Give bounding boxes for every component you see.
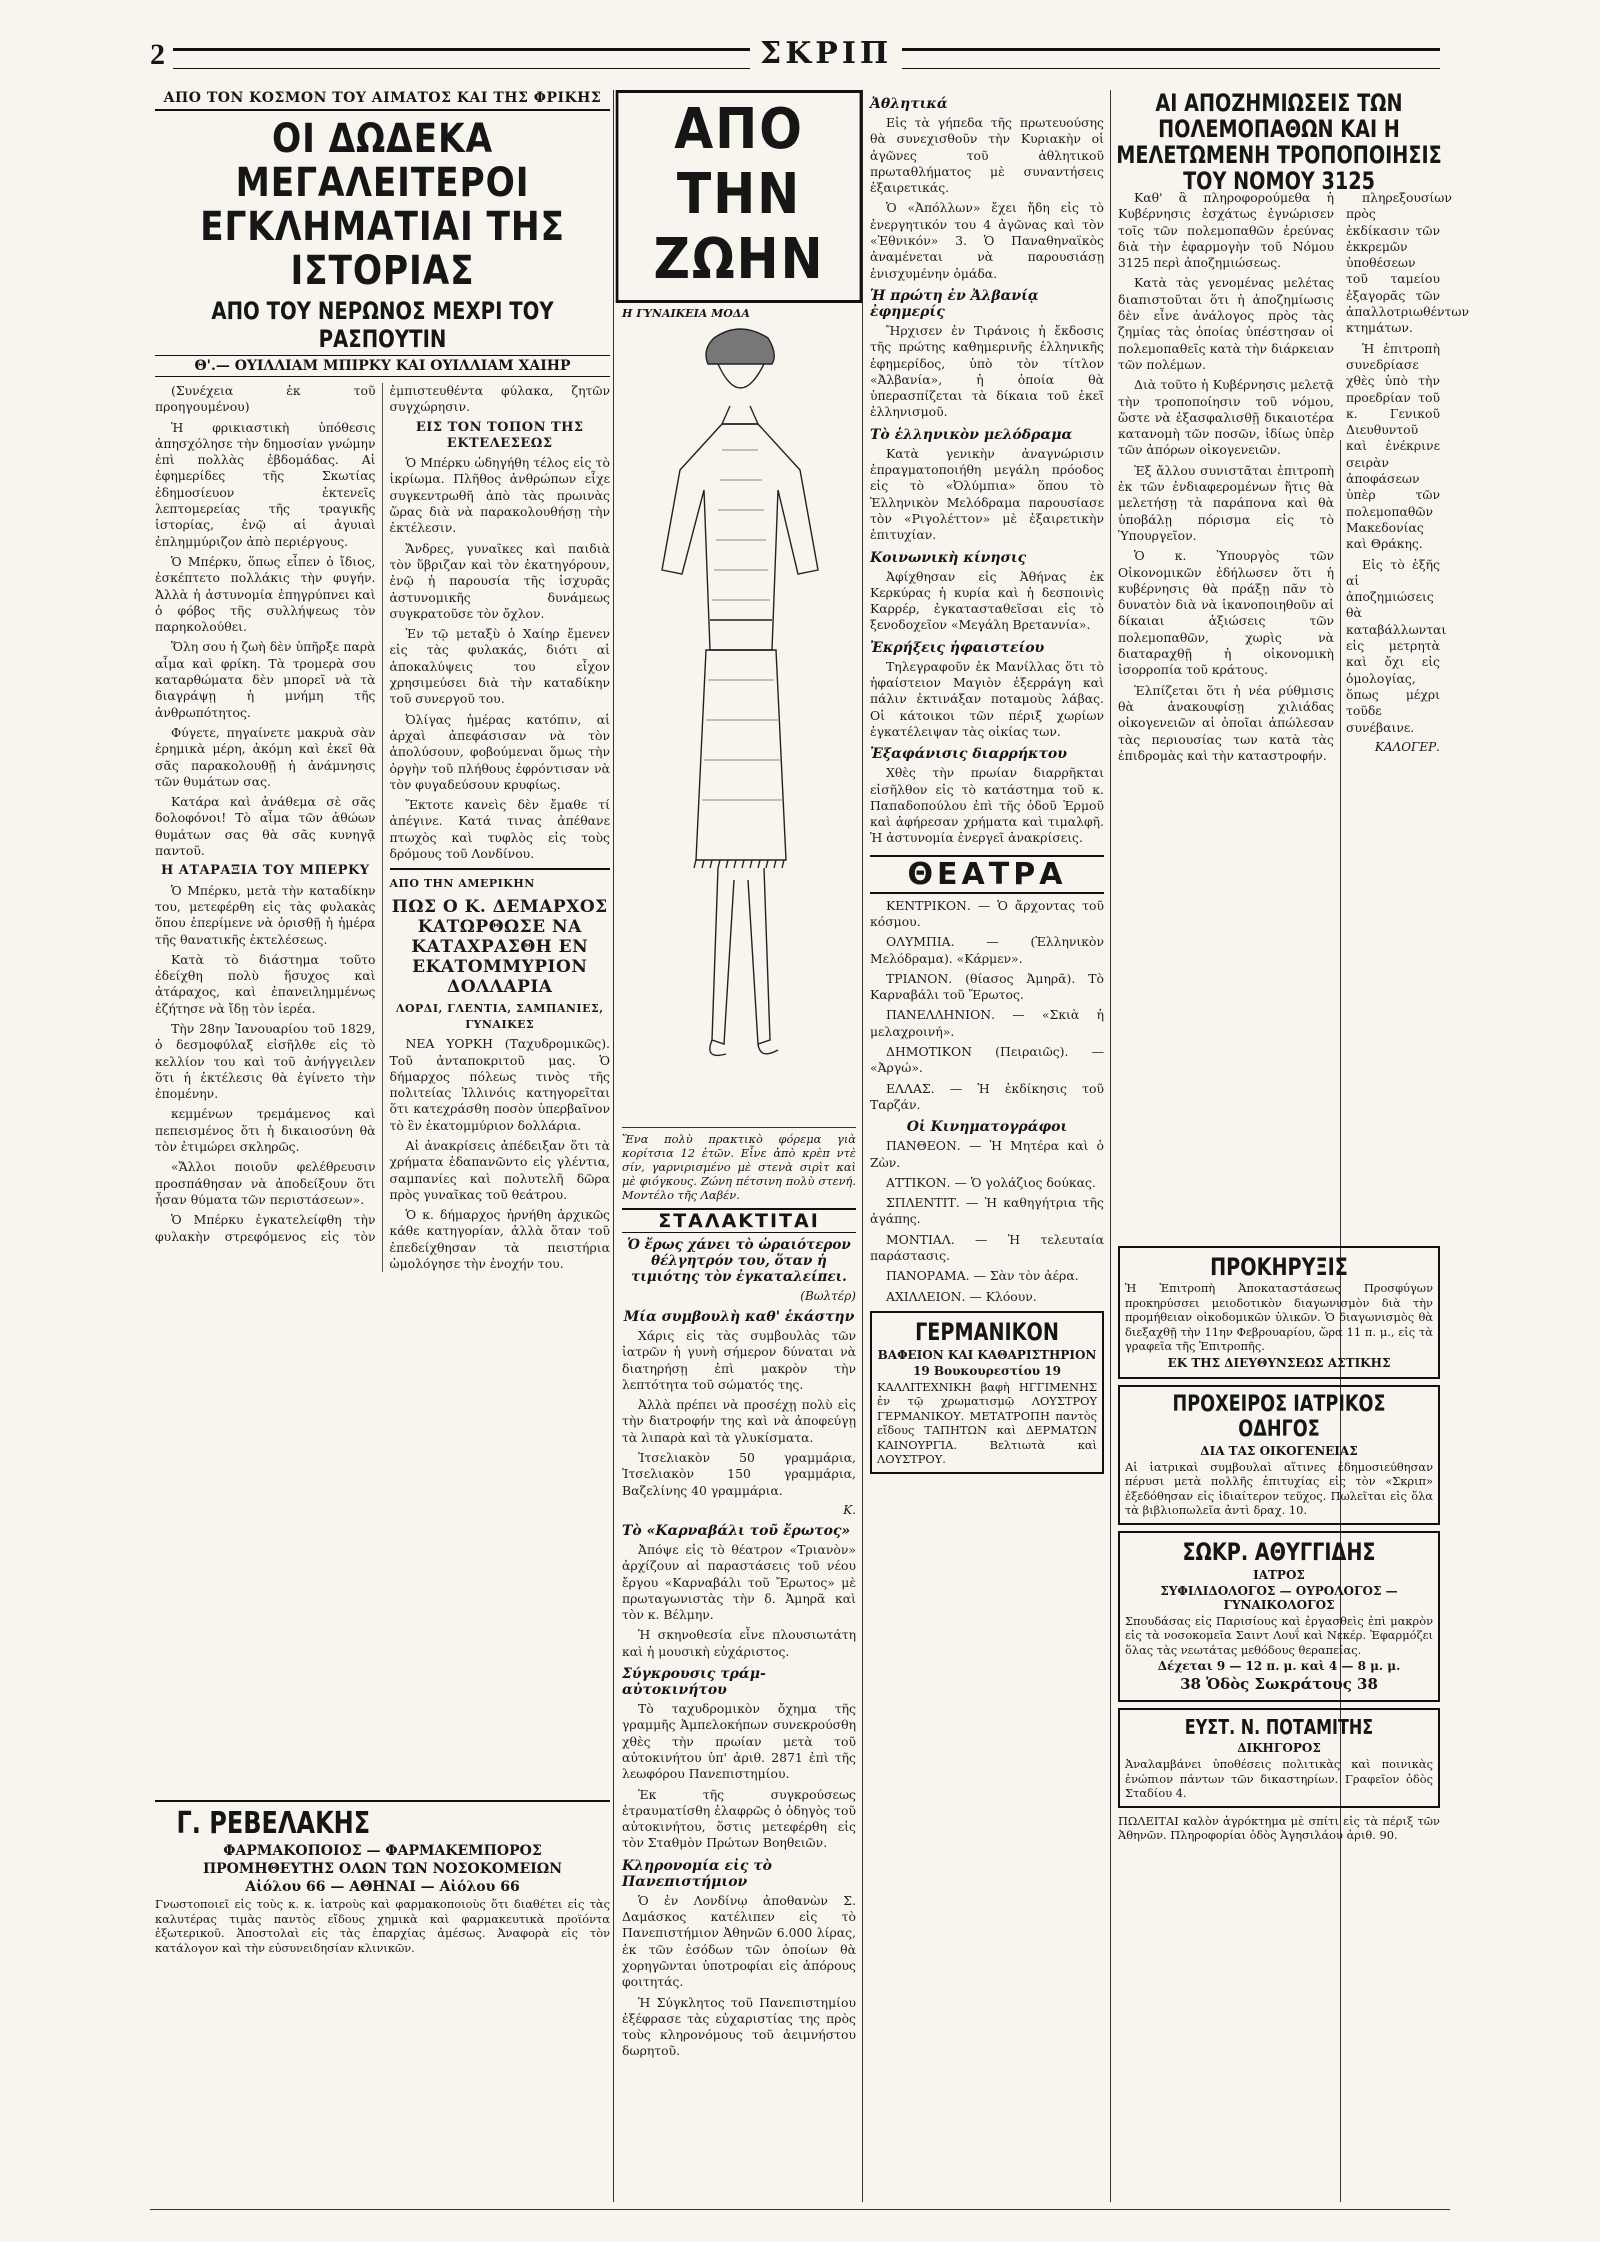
hfaisteio-title: Ἐκρήξεις ἡφαιστείου bbox=[870, 639, 1045, 656]
list-item: ΚΕΝΤΡΙΚΟΝ. — Ὁ ἄρχοντας τοῦ κόσμου. bbox=[870, 897, 1104, 929]
paragraph: Ἐλπίζεται ὅτι ἡ νέα ρύθμισις θὰ ἀνακουφίσῃ χιλιάδας οἰκογενειῶν αἱ ὁποῖαι ἀπώλεσαν τὰς περιουσίας των κατὰ τὰς ἐπιδρομὰς καὶ τὴν καταστροφήν. bbox=[1118, 682, 1334, 763]
tram-body bbox=[622, 1701, 856, 1852]
ad-line: ΦΑΡΜΑΚΟΠΟΙΟΣ — ΦΑΡΜΑΚΕΜΠΟΡΟΣ bbox=[223, 1843, 542, 1859]
paragraph: Ἀλλὰ πρέπει νὰ προσέχῃ πολὺ εἰς τὴν διατροφήν της καὶ νὰ ἀποφεύγῃ τὰ λιπαρὰ καὶ τὰ γλυκίσματα. bbox=[622, 1397, 856, 1445]
paragraph: Διὰ τοῦτο ἡ Κυβέρνησις μελετᾷ τὴν τροποποίησιν τοῦ νόμου, ὥστε νὰ ἐξασφαλισθῇ δικαιοτέρα κατανομὴ τῶν ποσῶν, ἰδίως ὑπὲρ τῶν ἀπόρων οἰκογενειῶν. bbox=[1118, 377, 1334, 458]
legacy-title: Κληρονομία εἰς τὸ Πανεπιστήμιον bbox=[622, 1857, 772, 1890]
news-column bbox=[870, 90, 1104, 2206]
page-number: 2 bbox=[150, 38, 173, 72]
fashion-caption: Ἕνα πολὺ πρακτικὸ φόρεμα γιὰ κορίτσια 12 ἐτῶν. Εἶνε ἀπὸ κρὲπ ντὲ σίν, γαρνιρισμένο μὲ στενὰ σιρὶτ καὶ μὲ φιόγκους. Ζώνη πέτσινη πολὺ στενή. Μοντέλο τῆς Λαβέν. bbox=[622, 1132, 856, 1202]
ad-line: ΠΡΟΜΗΘΕΥΤΗΣ ΟΛΩΝ ΤΩΝ ΝΟΣΟΚΟΜΕΙΩΝ bbox=[202, 1861, 563, 1877]
paragraph: Ἔκτοτε κανεὶς δὲν ἔμαθε τί ἀπέγινε. Κατά τινας ἀπέθανε πτωχὸς καὶ τυφλὸς εἰς τοὺς δρόμους τοῦ Λονδίνου. bbox=[389, 797, 610, 862]
list-item: ΠΑΝΕΛΛΗΝΙΟΝ. — «Σκιὰ ἡ μελαχροινή». bbox=[870, 1007, 1104, 1039]
ad-hours: Δέχεται 9 — 12 π. μ. καὶ 4 — 8 μ. μ. bbox=[1157, 1659, 1401, 1673]
paragraph: (Συνέχεια ἐκ τοῦ προηγουμένου) bbox=[155, 383, 376, 415]
paragraph: Καθ' ἃ πληροφορούμεθα ἡ Κυβέρνησις ἐσχάτως ἐγνώρισεν τοῖς τῶν πολεμοπαθῶν ἐρεύνας διὰ τὴν ἐφαρμογὴν τοῦ Νόμου 3125 περὶ ἀποζημιώσεως. bbox=[1118, 190, 1334, 271]
paragraph: Ἐκ τῆς συγκρούσεως ἐτραυματίσθη ἐλαφρῶς ὁ ὁδηγὸς τοῦ αὐτοκινήτου, ὅστις μετεφέρθη εἰς τὸν Σταθμὸν Πρώτων Βοηθειῶν. bbox=[622, 1786, 856, 1851]
list-item: ΑΧΙΛΛΕΙΟΝ. — Κλόουν. bbox=[886, 1288, 1037, 1304]
theatra-heading: ΘΕΑΤΡΑ bbox=[870, 855, 1104, 894]
compensation-headline: ΑΙ ΑΠΟΖΗΜΙΩΣΕΙΣ ΤΩΝ ΠΟΛΕΜΟΠΑΘΩΝ ΚΑΙ Η ΜΕΛΕΤΩΜΕΝΗ ΤΡΟΠΟΠΟΙΗΣΙΣ ΤΟΥ ΝΟΜΟΥ 3125 bbox=[1116, 89, 1442, 195]
paragraph: Ὁ Μπέρκυ, μετὰ τὴν καταδίκην του, μετεφέρθη εἰς τὰς φυλακὰς ὅπου ἐπερίμενε νὰ ὁρισθῇ ἡ ἡμέρα τῆς θανατικῆς ἐκτελέσεως. bbox=[155, 882, 376, 947]
paragraph: Ἡ ἐπιτροπὴ συνεδρίασε χθὲς ὑπὸ τὴν προεδρίαν τοῦ κ. Γενικοῦ Διευθυντοῦ καὶ ἐνέκρινε σειρὰν ἀποφάσεων ὑπὲρ τῶν πολεμοπαθῶν Μακεδονίας καὶ Θράκης. bbox=[1346, 340, 1440, 552]
hfaisteio-body bbox=[870, 659, 1104, 740]
paragraph: Ὁ κ. δήμαρχος ἠρνήθη ἀρχικῶς κάθε κατηγορίαν, ἀλλὰ ὅταν τοῦ ἐπεδείχθησαν τὰ πειστήρια ὡμολόγησε τὴν ἐνοχήν του. bbox=[389, 1207, 610, 1272]
list-item: ΟΛΥΜΠΙΑ. — (Ἑλληνικὸν Μελόδραμα). «Κάρμεν». bbox=[870, 934, 1104, 966]
quote-author: (Βωλτέρ) bbox=[800, 1289, 856, 1303]
ad-line: ΣΥΦΙΛΙΔΟΛΟΓΟΣ — ΟΥΡΟΛΟΓΟΣ — ΓΥΝΑΙΚΟΛΟΓΟΣ bbox=[1160, 1583, 1398, 1612]
paragraph: Ὁ ἐν Λονδίνῳ ἀποθανὼν Σ. Δαμάσκος κατέλιπεν εἰς τὸ Πανεπιστήμιον Ἀθηνῶν 6.000 λίρας, ἐκ τῶν ἐσόδων τῶν ὁποίων θὰ χορηγῶνται ὑποτροφίαι εἰς ἀπόρους φοιτητάς. bbox=[622, 1892, 856, 1990]
paragraph: Κατὰ τὸ διάστημα τοῦτο ἐδείχθη πολὺ ἥσυχος καὶ ἀτάραχος, καὶ ἐπανειλημμένως ἐζήτησε νὰ ἴδῃ τὸν ἱερέα. bbox=[155, 951, 376, 1016]
ads-block bbox=[1118, 1240, 1440, 2206]
america-kicker: ΑΠΟ ΤΗΝ ΑΜΕΡΙΚΗΝ bbox=[389, 877, 535, 891]
section-title: ΑΠΟ ΤΗΝ ΖΩΗΝ bbox=[616, 90, 863, 303]
ad-line: ΔΙΚΗΓΟΡΟΣ bbox=[1237, 1741, 1321, 1755]
athlitika-title: Ἀθλητικά bbox=[870, 96, 948, 112]
paragraph: Ἀπόψε εἰς τὸ θέατρον «Τριανὸν» ἀρχίζουν αἱ παραστάσεις τοῦ νέου ἔργου «Καρναβάλι τοῦ Ἔρωτος» μὲ πρωταγωνιστὰς τὴν δ. Ἀμηρᾶ καὶ τὸν κ. Βέλμην. bbox=[622, 1541, 856, 1623]
paragraph: Τὴν 28ην Ἰανουαρίου τοῦ 1829, ὁ δεσμοφύλαξ εἰσῆλθε εἰς τὸ κελλίον του καὶ τοῦ ἀνήγγειλεν ὅτι ἡ ἐκτέλεσις θὰ ἐγίνετο τὴν ἐπομένην. bbox=[155, 1020, 376, 1102]
legacy-body bbox=[622, 1893, 856, 2060]
ad-title: ΠΡΟΧΕΙΡΟΣ ΙΑΤΡΙΚΟΣ ΟΔΗΓΟΣ bbox=[1172, 1391, 1386, 1442]
ad-line: ΒΑΦΕΙΟΝ ΚΑΙ ΚΑΘΑΡΙΣΤΗΡΙΟΝ bbox=[877, 1347, 1097, 1362]
ad-line: ΔΙΑ ΤΑΣ ΟΙΚΟΓΕΝΕΙΑΣ bbox=[1200, 1443, 1358, 1458]
article-kicker: ΑΠΟ ΤΟΝ ΚΟΣΜΟΝ ΤΟΥ ΑΙΜΑΤΟΣ ΚΑΙ ΤΗΣ ΦΡΙΚΗΣ bbox=[155, 90, 610, 111]
paragraph: κεμμένων τρεμάμενος καὶ πεπεισμένος ὅτι ἡ δικαιοσύνη θὰ τὸν ἐτιμώρει σκληρῶς. bbox=[155, 1106, 376, 1155]
paragraph: Ὁ Μπέρκυ, ὅπως εἶπεν ὁ ἴδιος, ἐσκέπτετο πολλάκις τὴν φυγήν. Ἀλλὰ ἡ ἀστυνομία ἐπηγρύπνει καὶ ὁ φόβος τῆς συλλήψεως τὸν παρηκολούθει. bbox=[155, 553, 376, 635]
article-body bbox=[1118, 190, 1334, 764]
fashion-label: Η ΓΥΝΑΙΚΕΙΑ ΜΟΔΑ bbox=[622, 307, 750, 320]
ad-body: Ἡ Ἐπιτροπὴ Ἀποκαταστάσεως Προσφύγων προκηρύσσει μειοδοτικὸν διαγωνισμὸν διὰ τὴν προμήθειαν οἰκοδομικῶν ὑλικῶν. Ὁ διαγωνισμὸς θὰ διεξαχθῇ τὴν 11ην Φεβρουαρίου, ὥρα 11 π. μ., εἰς τὰ γραφεῖα τῆς Ἐπιτροπῆς. bbox=[1125, 1281, 1433, 1353]
ad-address: Αἰόλου 66 — ΑΘΗΝΑΙ — Αἰόλου 66 bbox=[245, 1879, 520, 1895]
ad-title: ΣΩΚΡ. ΑΘΥΓΓΙΔΗΣ bbox=[1182, 1537, 1376, 1566]
paragraph: Χάρις εἰς τὰς συμβουλὰς τῶν ἰατρῶν ἡ γυνὴ σήμερον δύναται νὰ διατηρήσῃ ἐπὶ μακρὸν τὴν λεπτότητα τοῦ σώματός της. bbox=[622, 1328, 856, 1392]
list-item: ΠΑΝΟΡΑΜΑ. — Σὰν τὸν ἀέρα. bbox=[886, 1268, 1079, 1284]
ad-line: ΙΑΤΡΟΣ bbox=[1253, 1567, 1305, 1582]
paragraph: Ὀλίγας ἡμέρας κατόπιν, αἱ ἀρχαὶ ἀπεφάσισαν νὰ τὸν ἀπολύσουν, φοβούμεναι ὅμως τὴν ὀργὴν τοῦ πλήθους ἐφρόντισαν νὰ τὸν φυγαδεύσουν κρυφίως. bbox=[389, 711, 610, 792]
rule bbox=[390, 868, 611, 870]
article-body bbox=[155, 383, 610, 1272]
masthead: ΣΚΡΙΠ bbox=[750, 36, 902, 71]
paragraph: Ἡ σκηνοθεσία εἶνε πλουσιωτάτη καὶ ἡ μουσικὴ εὐχάριστος. bbox=[622, 1627, 856, 1659]
paragraph: Ἡ φρικιαστικὴ ὑπόθεσις ἀπησχόλησε τὴν δημοσίαν γνώμην ἐπὶ πολλὰς ἑβδομάδας. Αἱ ἐφημερίδες τῆς Σκωτίας ἐδημοσίευον ἐκτενεῖς λεπτομερείας τῆς τραγικῆς ἱστορίας, ἐνῷ αἱ ἀγυιαὶ ἐπλημμύριζον ἀπὸ περιέργους. bbox=[155, 419, 376, 549]
crime-article bbox=[155, 90, 610, 1792]
list-item: ΑΤΤΙΚΟΝ. — Ὁ γολάζιος δούκας. bbox=[886, 1174, 1096, 1190]
ad-body: Σπουδάσας εἰς Παρισίους καὶ ἐργασθεὶς ἐπὶ μακρὸν εἰς τὰ νοσοκομεῖα Σαιντ Λουΐ καὶ Νεκέρ. Ἐφαρμόζει ὅλας τὰς νεωτάτας μεθόδους θεραπείας. bbox=[1125, 1613, 1433, 1657]
america-headline: ΠΩΣ Ο Κ. ΔΕΜΑΡΧΟΣ ΚΑΤΩΡΘΩΣΕ ΝΑ ΚΑΤΑΧΡΑΣΘΗ ΕΝ ΕΚΑΤΟΜΜΥΡΙΟΝ ΔΟΛΛΑΡΙΑ bbox=[391, 896, 608, 997]
paragraph: Αἱ ἀνακρίσεις ἀπέδειξαν ὅτι τὰ χρήματα ἐδαπανῶντο εἰς γλέντια, σαμπανίες καὶ πολυτελῆ δῶρα πρὸς γυναῖκας τοῦ θεάτρου. bbox=[389, 1137, 610, 1202]
ad-footer: ΕΚ ΤΗΣ ΔΙΕΥΘΥΝΣΕΩΣ ΑΣΤΙΚΗΣ bbox=[1167, 1355, 1391, 1370]
list-item: ΣΠΛΕΝΤΙΤ. — Ἡ καθηγήτρια τῆς ἀγάπης. bbox=[870, 1195, 1104, 1227]
article-headline: ΟΙ ΔΩΔΕΚΑ ΜΕΓΑΛΕΙΤΕΡΟΙ ΕΓΚΛΗΜΑΤΙΑΙ ΤΗΣ ΙΣΤΟΡΙΑΣ bbox=[200, 116, 565, 294]
ad-title: Γ. ΡΕΒΕΛΑΚΗΣ bbox=[176, 1806, 371, 1841]
paragraph: Ἀφίχθησαν εἰς Ἀθήνας ἐκ Κερκύρας ἡ κυρία καὶ ἡ δεσποινὶς Καρρέρ, ἐγκατασταθεῖσαι εἰς τὸ ξενοδοχεῖον «Μεγάλη Βρεταννία». bbox=[870, 568, 1104, 633]
section-heading: Η ΑΤΑΡΑΞΙΑ ΤΟΥ ΜΠΕΡΚΥ bbox=[160, 863, 370, 879]
america-subhead: ΛΟΡΔΙ, ΓΛΕΝΤΙΑ, ΣΑΜΠΑΝΙΕΣ, ΓΥΝΑΙΚΕΣ bbox=[395, 1001, 604, 1031]
theatra-list bbox=[870, 898, 1104, 1114]
paragraph: Ὁ Μπέρκυ ἐγκατελείφθη τὴν φυλακὴν στρεφόμενος εἰς τὸν ἐμπιστευθέντα φύλακα, ζητῶν συγχώρησιν. bbox=[155, 383, 610, 1244]
fashion-illustration bbox=[622, 307, 856, 1128]
column-divider bbox=[1110, 90, 1111, 2202]
paragraph: Τηλεγραφοῦν ἐκ Μανίλλας ὅτι τὸ ἡφαίστειον Μαγιὸν ἐξερράγη καὶ πάλιν ἐκτινάξαν ποταμοὺς λάβας. Οἱ κάτοικοι τῶν πέριξ χωρίων ἐγκατέλειψαν τὰς οἰκίας των. bbox=[870, 658, 1104, 739]
ad-body: ΚΑΛΛΙΤΕΧΝΙΚΗ βαφὴ ΗΓΓΙΜΕΝΗΣ ἐν τῷ χρωματισμῷ ΛΟΥΣΤΡΟΥ ΓΕΡΜΑΝΙΚΟΥ. ΜΕΤΑΤΡΟΠΗ παντὸς εἴδους ΤΑΠΗΤΩΝ καὶ ΔΕΡΜΑΤΩΝ ΚΑΙΝΟΥΡΓΙΑ. Βελτιωτὰ καὶ ΛΟΥΣΤΡΟΥ. bbox=[877, 1379, 1097, 1467]
advice-title: Μία συμβουλὴ καθ' ἑκάστην bbox=[623, 1309, 855, 1325]
paragraph: Τὸ ταχυδρομικὸν ὄχημα τῆς γραμμῆς Ἀμπελοκήπων συνεκρούσθη χθὲς τὴν πρωίαν μετὰ τοῦ αὐτοκινήτου ὑπ' ἀριθ. 2871 ἐπὶ τῆς λεωφόρου Πανεπιστημίου. bbox=[622, 1701, 856, 1782]
doctor-ad bbox=[1118, 1531, 1440, 1703]
paragraph: ΝΕΑ ΥΟΡΚΗ (Ταχυδρομικῶς). Τοῦ ἀνταποκριτοῦ μας. Ὁ δήμαρχος πόλεως τινὸς τῆς πολιτείας Ἰλλινόις κατηγορεῖται ὅτι κατεχράσθη ποσὸν ὑπερβαῖνον τὸ ἓν ἑκατομμύριον δολλάρια. bbox=[389, 1036, 610, 1133]
advice-body bbox=[622, 1328, 856, 1499]
paragraph: Ἡ Σύγκλητος τοῦ Πανεπιστημίου ἐξέφρασε τὰς εὐχαριστίας της πρὸς τοὺς κληρονόμους τοῦ ἀειμνήστου δωρητοῦ. bbox=[622, 1994, 856, 2059]
list-item: ΔΗΜΟΤΙΚΟΝ (Πειραιῶς). — «Ἀργώ». bbox=[870, 1044, 1104, 1076]
ad-title: ΓΕΡΜΑΝΙΚΟΝ bbox=[915, 1317, 1059, 1346]
albania-title: Ἡ πρώτη ἐν Ἀλβανίᾳ ἐφημερίς bbox=[870, 287, 1039, 320]
paragraph: πληρεξουσίων πρὸς ἐκδίκασιν τῶν ἐκκρεμῶν ὑποθέσεων τοῦ ταμείου ἐξαγορᾶς τῶν ἀπαλλοτριωθέντων κτημάτων. bbox=[1346, 190, 1470, 336]
list-item: ΤΡΙΑΝΟΝ. (θίασος Ἀμηρᾶ). Τὸ Καρναβάλι τοῦ Ἔρωτος. bbox=[870, 970, 1104, 1003]
melodrama-body bbox=[870, 446, 1104, 544]
dress-figure-icon bbox=[622, 320, 856, 1110]
continuation-body bbox=[1340, 190, 1470, 736]
list-item: ΠΑΝΘΕΟΝ. — Ἡ Μητέρα καὶ ὁ Ζὼν. bbox=[870, 1138, 1104, 1170]
german-dye-ad bbox=[870, 1311, 1104, 1474]
paragraph: Φύγετε, πηγαίνετε μακρυὰ σὰν ἐρημικὰ μέρη, ἀκόμη καὶ ἐκεῖ θὰ σᾶς παρακολουθῇ ἡ ἀνάμνησις τῶν θυμάτων σας. bbox=[155, 724, 376, 789]
exafanisis-body bbox=[870, 765, 1104, 846]
column-divider bbox=[613, 90, 614, 2202]
classified-note: ΠΩΛΕΙΤΑΙ καλὸν ἀγρόκτημα μὲ σπίτι εἰς τὰ πέριξ τῶν Ἀθηνῶν. Πληροφορίαι ὁδὸς Ἀγησιλάου ἀριθ. 90. bbox=[1118, 1813, 1440, 1842]
carnival-body bbox=[622, 1542, 856, 1660]
paragraph: Ἐν τῷ μεταξὺ ὁ Χαίηρ ἔμενεν εἰς τὰς φυλακάς, διότι αἱ ἀποκαλύψεις του εἶχον χρησιμεύσει διὰ τὴν καταδίκην τοῦ συνεργοῦ του. bbox=[389, 626, 610, 707]
paragraph: Ὁ Μπέρκυ ὡδηγήθη τέλος εἰς τὸ ἰκρίωμα. Πλῆθος ἀνθρώπων εἶχε συγκεντρωθῆ ἀπὸ τὰς πρωινὰς ὥρας διὰ νὰ παρακολουθήσῃ τὴν ἐκτέλεσιν. bbox=[389, 455, 610, 536]
exafanisis-title: Ἐξαφάνισις διαρρήκτου bbox=[870, 746, 1067, 763]
ad-body: Γνωστοποιεῖ εἰς τοὺς κ. κ. ἰατροὺς καὶ φαρμακοποιοὺς ὅτι διαθέτει εἰς τὰς καλυτέρας τιμὰς παντὸς εἴδους χημικὰ καὶ φαρμακευτικὰ προϊόντα ἐξωτερικοῦ. Ἀποστολαὶ εἰς τὰς ἐπαρχίας ἀμέσως. Ἀναφορὰ εἰς τὸν κατάλογον καὶ τὴν εὐσυνειδησίαν κλινικῶν. bbox=[155, 1897, 610, 1955]
paragraph: Χθὲς τὴν πρωίαν διαρρῆκται εἰσῆλθον εἰς τὸ κατάστημα τοῦ κ. Παπαδοπούλου ἐπὶ τῆς ὁδοῦ Ἑρμοῦ καὶ ἀφήρεσαν χρήματα καὶ τιμαλφῆ. Ἡ ἀστυνομία ἐνεργεῖ ἀνακρίσεις. bbox=[870, 765, 1104, 846]
carnival-title: Τὸ «Καρναβάλι τοῦ ἔρωτος» bbox=[622, 1522, 851, 1539]
medical-guide-ad bbox=[1118, 1385, 1440, 1525]
ad-body: Ἀναλαμβάνει ὑποθέσεις πολιτικὰς καὶ ποινικὰς ἐνώπιον πάντων τῶν δικαστηρίων. Γραφεῖον ὁδὸς Σταδίου 4. bbox=[1125, 1757, 1433, 1800]
column-divider bbox=[862, 90, 863, 2202]
ad-address: 19 Βουκουρεστίου 19 bbox=[913, 1363, 1061, 1378]
list-item: ΜΟΝΤΙΑΛ. — Ἡ τελευταία παράστασις. bbox=[870, 1231, 1104, 1264]
paragraph: Ἐξ ἄλλου συνιστᾶται ἐπιτροπὴ ἐκ τῶν ἐνδιαφερομένων ἥτις θὰ μελετήσῃ τὰ παράπονα καὶ θὰ ὑποβάλῃ πόρισμα εἰς τὸ Ὑπουργεῖον. bbox=[1118, 462, 1334, 543]
proclamation-ad bbox=[1118, 1246, 1440, 1379]
stalaktitai-heading: ΣΤΑΛΑΚΤΙΤΑΙ bbox=[622, 1208, 856, 1233]
ad-title: ΠΡΟΚΗΡΥΞΙΣ bbox=[1210, 1253, 1348, 1281]
continuation-sign: ΚΑΛΟΓΕΡ. bbox=[1374, 739, 1440, 754]
article-subhead: ΑΠΟ ΤΟΥ ΝΕΡΩΝΟΣ ΜΕΧΡΙ ΤΟΥ ΡΑΣΠΟΥΤΙΝ bbox=[211, 297, 554, 353]
melodrama-title: Τὸ ἑλληνικὸν μελόδραμα bbox=[870, 426, 1073, 443]
paragraph: Εἰς τὸ ἑξῆς αἱ ἀποζημιώσεις θὰ καταβάλλωνται εἰς μετρητὰ καὶ ὄχι εἰς ὁμολογίας, ὅπως μέχρι τοῦδε συνέβαινε. bbox=[1346, 556, 1447, 735]
advice-sign: Κ. bbox=[843, 1502, 856, 1517]
paragraph: «Ἄλλοι ποιοῦν φελέθρευσιν προσπάθησαν νὰ ἀποδείξουν ὅτι ἦσαν θύματα τῶν περιστάσεων». bbox=[155, 1159, 376, 1207]
section-heading: ΕΙΣ ΤΟΝ ΤΟΠΟΝ ΤΗΣ ΕΚΤΕΛΕΣΕΩΣ bbox=[415, 419, 584, 451]
paragraph: Ὁ «Ἀπόλλων» ἔχει ἤδη εἰς τὸ ἐνεργητικόν του 4 ἀγῶνας καὶ τὸν «Ἐθνικόν» 3. Ὁ Παναθηναϊκὸς ἀναμένεται νὰ παρουσιάσῃ ἐνισχυμένην ὁμάδα. bbox=[870, 200, 1104, 281]
paragraph: Ὅλη σου ἡ ζωὴ δὲν ὑπῆρξε παρὰ αἷμα καὶ φρίκη. Τὰ τρομερὰ σου καταρθώματα δὲν μπορεῖ νὰ τὰ διαγράψῃ ἡ μνήμη τῆς ἀνθρωπότητος. bbox=[155, 639, 376, 720]
paragraph: Κατὰ γενικὴν ἀναγνώρισιν ἐπραγματοποιήθη μεγάλη πρόοδος εἰς τὸ «Ὀλύμπια» ὅπου τὸ Ἑλληνικὸν Μελόδραμα παρουσίασε τὸν «Ριγολέττον» μὲ ἐξαιρετικὴν ἐπιτυχίαν. bbox=[870, 445, 1104, 543]
paragraph: Εἰς τὰ γήπεδα τῆς πρωτευούσης θὰ συνεχισθοῦν τὴν Κυριακὴν οἱ ἀγῶνες τοῦ ἀθλητικοῦ πρωταθλήματος μὲ συναντήσεις ἐξαιρετικάς. bbox=[870, 115, 1104, 196]
quote: Ὁ ἔρως χάνει τὸ ὡραιότερον θέλγητρόν του, ὅταν ἡ τιμιότης τὸν ἐγκαταλείπει. bbox=[627, 1237, 851, 1285]
koinoniki-body bbox=[870, 569, 1104, 634]
page-header bbox=[150, 36, 1440, 74]
kinimatografoi-list bbox=[870, 1138, 1104, 1305]
zoi-column bbox=[622, 90, 856, 2206]
paragraph: Κατάρα καὶ ἀνάθεμα σὲ σᾶς δολοφόνοι! Τὸ αἷμα τῶν ἀθώων θυμάτων σας θὰ σᾶς κυνηγᾷ παντοῦ. bbox=[155, 794, 376, 859]
albania-body bbox=[870, 323, 1104, 421]
paragraph: Ἰτσελιακὸν 50 γραμμάρια, Ἰτσελιακὸν 150 γραμμάρια, Βαζελίνης 40 γραμμάρια. bbox=[622, 1450, 856, 1498]
paragraph: Ὁ κ. Ὑπουργὸς τῶν Οἰκονομικῶν ἐδήλωσεν ὅτι ἡ κυβέρνησις θὰ πράξῃ πᾶν τὸ δυνατὸν διὰ νὰ ἱκανοποιηθοῦν αἱ δίκαιαι ἀξιώσεις τῶν πολεμοπαθῶν, χωρὶς νὰ διαταραχθῇ ἡ οἰκονομικὴ ἰσορροπία τοῦ κράτους. bbox=[1118, 548, 1334, 678]
ad-title: ΕΥΣΤ. Ν. ΠΟΤΑΜΙΤΗΣ bbox=[1184, 1715, 1374, 1739]
revelakis-ad bbox=[155, 1800, 610, 1955]
ad-address: 38 Ὁδὸς Σωκράτους 38 bbox=[1180, 1675, 1378, 1693]
paragraph: Ἄνδρες, γυναῖκες καὶ παιδιὰ τὸν ὕβριζαν καὶ τὸν ἐκατηγόρουν, ἐνῷ ἡ παρουσία τῆς ἰσχυρᾶς ἀστυνομικῆς δυνάμεως συγκρατοῦσε τὸν ὄχλον. bbox=[389, 540, 610, 621]
lawyer-ad bbox=[1118, 1708, 1440, 1808]
list-item: ΕΛΛΑΣ. — Ἡ ἐκδίκησις τοῦ Ταρζάν. bbox=[870, 1080, 1104, 1112]
tram-title: Σύγκρουσις τράμ-αὐτοκινήτου bbox=[622, 1666, 766, 1699]
article-byline: Θ'.— ΟΥΙΛΛΙΑΜ ΜΠΙΡΚΥ ΚΑΙ ΟΥΙΛΛΙΑΜ ΧΑΙΗΡ bbox=[155, 355, 610, 377]
kinimatografoi-title: Οἱ Κινηματογράφοι bbox=[906, 1119, 1068, 1136]
bottom-rule bbox=[150, 2209, 1450, 2210]
paragraph: Κατὰ τὰς γενομένας μελέτας διαπιστοῦται ὅτι ἡ ἀποζημίωσις δὲν εἶνε ἀνάλογος πρὸς τὰς ζημίας τὰς ὁποίας ὑπέστησαν οἱ πολεμοπαθεῖς κατὰ τὴν διάρκειαν τῶν πολέμων. bbox=[1118, 275, 1334, 372]
ad-body: Αἱ ἰατρικαὶ συμβουλαὶ αἵτινες ἐδημοσιεύθησαν πέρυσι μετὰ πολλῆς ἐπιτυχίας εἰς τὸν «Σκριπ» ἐξεδόθησαν εἰς ἰδιαίτερον τεῦχος. Πωλεῖται εἰς ὅλα τὰ βιβλιοπωλεῖα ἀντὶ δραχ. 10. bbox=[1125, 1459, 1433, 1517]
koinoniki-title: Κοινωνικὴ κίνησις bbox=[870, 549, 1027, 566]
paragraph: Ἤρχισεν ἐν Τιράνοις ἡ ἔκδοσις τῆς πρώτης καθημερινῆς ἑλληνικῆς ἐφημερίδος, ὑπὸ τὸν τίτλον «Ἀλβανία», ἡ ὁποία θὰ ὑπερασπίζεται τὰ δίκαια τοῦ ἐκεῖ ἑλληνισμοῦ. bbox=[870, 322, 1104, 420]
athlitika-body bbox=[870, 115, 1104, 282]
